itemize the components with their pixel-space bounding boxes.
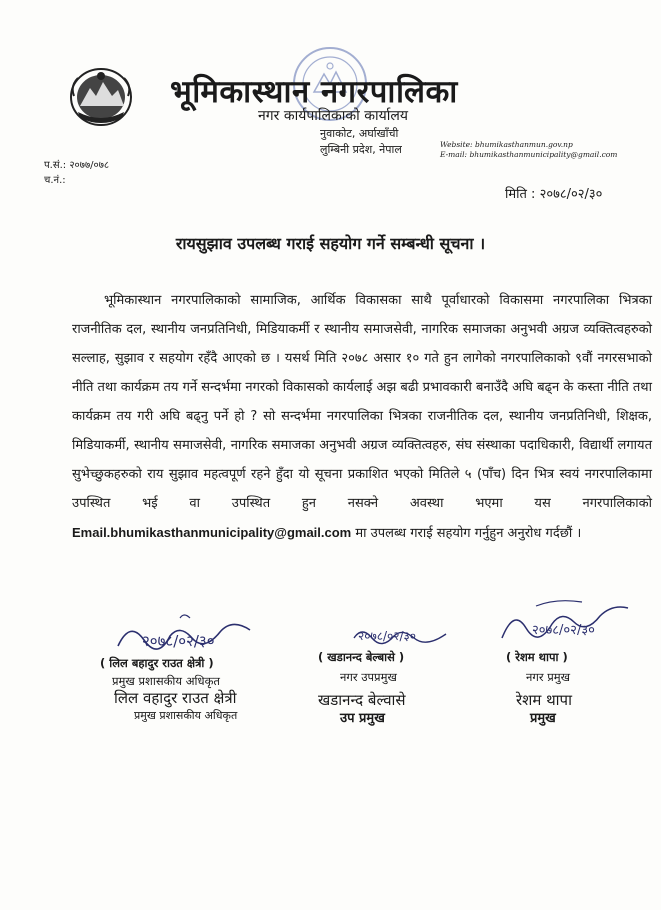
signatory-3-stamp-title: प्रमुख [530, 711, 556, 726]
contact-block [440, 140, 617, 160]
org-name: भूमिकास्थान नगरपालिका [170, 74, 458, 110]
reference-block [44, 158, 109, 188]
body-text-part-2: मा उपलब्ध गराई सहयोग गर्नुहुन अनुरोध गर्दछौं । [355, 526, 582, 541]
signature-scribble-2 [350, 616, 460, 654]
signatory-1-title: प्रमुख प्रशासकीय अधिकृत [112, 674, 220, 688]
signatory-2-title: नगर उपप्रमुख [340, 670, 397, 684]
notice-date: मिति : २०७८/०२/३० [505, 187, 603, 202]
body-text-part-1: भूमिकास्थान नगरपालिकाको सामाजिक, आर्थिक विकासका साथै पूर्वाधारको विकासमा नगरपालिका भित्रका राजनीतिक दल, स्थानीय जनप्रतिनिधी, मिडियाकर्मी र स्थानीय समाजसेवी, नागरिक समाजका अनुभवी अग्रज व्यक्तित्वहरुको सल्लाह, सुझाव र सहयोग रहँदै आएको छ । यसर्थ मिति २०७८ असार १० गते हुन लागेको नगरपालिकाको ९वौं नगरसभाको नीति तथा कार्यक्रम तय गर्ने सन्दर्भमा नगरको विकासको कार्यलाई अझ बढी प्रभावकारी बनाउँदै अघि बढ्न के कस्ता नीति तथा कार्यक्रम तय गरी अघि बढ्नु पर्ने हो ? सो सन्दर्भमा नगरपालिका भित्रका राजनीतिक दल, स्थानीय जनप्रतिनिधी, शिक्षक, मिडियाकर्मी, स्थानीय समाजसेवी, नागरिक समाजका अनुभवी अग्रज व्यक्तित्वहरु, संघ संस्थाका पदाधिकारी, विद्यार्थी लगायत सुभेच्छुकहरुको राय सुझाव महत्वपूर्ण रहने हुँदा यो सूचना प्रकाशित भएको मितिले ५ (पाँच) दिन भित्र स्वयं नगरपालिकामा उपस्थित भई वा उपस्थित हुन नसक्ने अवस्था भएमा यस नगरपालिकाको [72, 293, 652, 511]
dispatch-number: च.नं.: [44, 175, 66, 186]
signature-scribble-1 [110, 610, 260, 658]
address-line-2: लुम्बिनी प्रदेश, नेपाल [320, 143, 402, 156]
nepal-emblem-logo [68, 66, 134, 128]
signatory-3-stamp-name: रेशम थापा [516, 691, 572, 709]
notice-body [72, 286, 652, 548]
letter-number: प.सं.: २०७७/०७८ [44, 160, 110, 171]
signature-scribble-3 [496, 594, 636, 646]
email-text: E-mail: bhumikasthanmunicipality@gmail.com [440, 150, 618, 159]
notice-subject: रायसुझाव उपलब्ध गराई सहयोग गर्ने सम्बन्धी सूचना । [175, 234, 486, 253]
signatory-1-stamp-name: लिल वहादुर राउत क्षेत्री [114, 689, 237, 707]
signatory-2-stamp-name: खडानन्द बेल्वासे [318, 691, 406, 709]
signatory-3-name: ( रेशम थापा ) [506, 650, 568, 664]
signatory-3-title: नगर प्रमुख [526, 670, 571, 684]
signatory-1-name: ( लिल बहादुर राउत क्षेत्री ) [100, 656, 214, 670]
signature-date-2: २०७८/०२/३० [358, 629, 417, 643]
signature-date-1: २०७८/०२/३० [142, 632, 215, 650]
address-line-1: नुवाकोट, अर्घाखाँची [320, 127, 399, 140]
website-text: Website: bhumikasthanmun.gov.np [440, 140, 573, 149]
signatory-1-stamp-title: प्रमुख प्रशासकीय अधिकृत [134, 709, 238, 722]
signatory-2-stamp-title: उप प्रमुख [340, 711, 385, 726]
office-name: नगर कार्यपालिकाको कार्यालय [258, 108, 408, 124]
body-email-address: Email.bhumikasthanmunicipality@gmail.com [72, 525, 352, 540]
signatory-2-name: ( खडानन्द बेल्बासे ) [318, 650, 405, 664]
signature-date-3: २०७८/०२/३० [532, 623, 595, 638]
